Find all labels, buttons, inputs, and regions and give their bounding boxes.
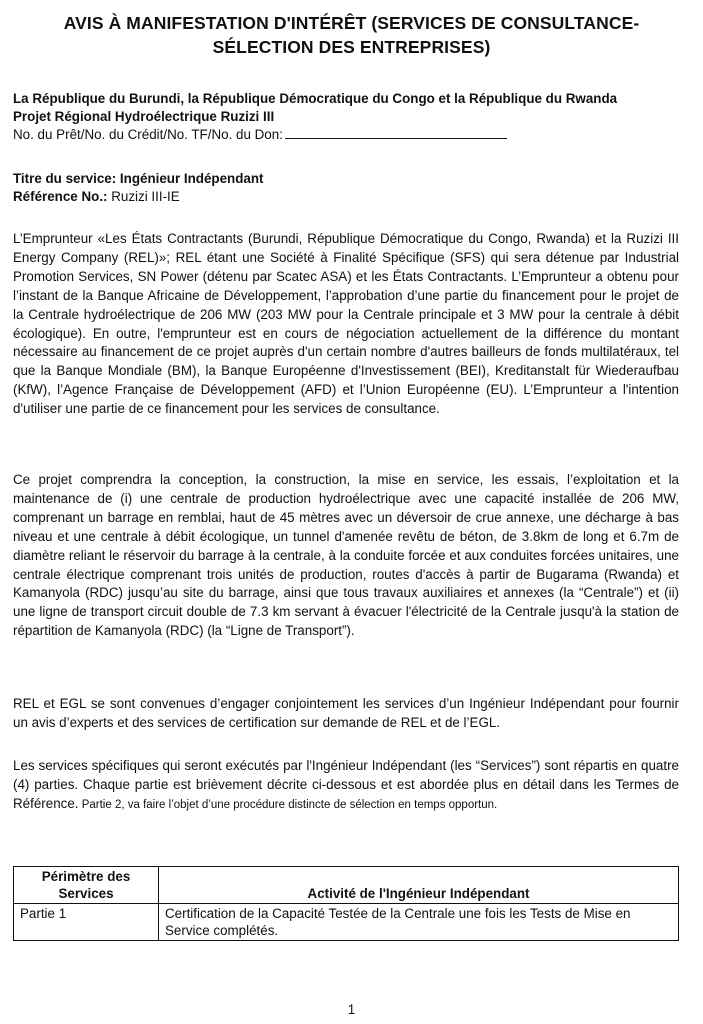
project-header: [13, 90, 693, 144]
paragraph-borrower: L’Emprunteur «Les États Contractants (Burundi, République Démocratique du Congo, Rwanda) et la Ruzizi III Energy Company (REL)»; REL étant une Société à Finalité Spécifique (SFS) qui sera détenue par Industrial Promotion Services, SN Power (détenu par Scatec ASA) et les États Contractants. L’Emprunteur a obtenu pour l’instant de la Banque Africaine de Développement, l’approbation d’une partie du financement pour le projet de la Centrale hydroélectrique de 206 MW (203 MW pour la Centrale principale et 3 MW pour la centrale à débit écologique). En outre, l'emprunteur est en cours de négociation actuellement de la différence du montant nécessaire au financement de ce projet auprès d'un certain nombre d'autres bailleurs de fonds multilatéraux, tel que la Banque Mondiale (BM), la Banque Européenne d'Investissement (BEI), Kreditanstalt für Wiederaufbau (KfW), l’Agence Française de Développement (AFD) et l’Union Européenne (EU). L’Emprunteur a l'intention d'utiliser une partie de ce financement pour les services de consultance.: [13, 231, 679, 417]
table-header-scope: Périmètre des Services: [14, 867, 159, 904]
services-table: [13, 866, 679, 941]
page-number: 1: [347, 1002, 356, 1017]
reference-label: Référence No.:: [13, 189, 108, 204]
reference-line: [13, 188, 693, 206]
paragraph-engagement: REL et EGL se sont convenues d’engager conjointement les services d’un Ingénieur Indépendant pour fournir un avis d’experts et des services de certification sur demande de REL et de l’EGL.: [13, 696, 679, 730]
table-cell-part: Partie 1: [14, 904, 159, 941]
table-header-activity: Activité de l'Ingénieur Indépendant: [159, 867, 679, 904]
table-cell-activity: Certification de la Capacité Testée de la Centrale une fois les Tests de Mise en Service complétés.: [159, 904, 679, 941]
loan-number-blank: [285, 126, 507, 139]
table-row: [14, 904, 679, 941]
countries-line: La République du Burundi, la République Démocratique du Congo et la République du Rwanda: [13, 91, 618, 106]
paragraph-project-scope: Ce projet comprendra la conception, la construction, la mise en service, les essais, l’exploitation et la maintenance de (i) une centrale de production hydroélectrique avec une capacité installée de 206 MW, comprenant un barrage en remblai, haut de 45 mètres avec un déversoir de crue annexe, une décharge à bas niveau et une centrale à débit écologique, un tunnel d'amenée revêtu de béton, de 3.8km de long et 6.7m de diamètre reliant le réservoir du barrage à la centrale, à la conduite forcée et aux conduites forcées unitaires, une centrale électrique comprenant trois unités de production, routes d'accès à partir de Bugarama (Rwanda) et Kamanyola (RDC) jusqu’au site du barrage, ainsi que tous travaux auxiliaires et annexes (la “Centrale”) et (ii) une ligne de transport circuit double de 7.3 km servant à évacuer l'électricité de la Centrale jusqu'à la station de répartition de Kamanyola (RDC) (la “Ligne de Transport”).: [13, 472, 679, 639]
loan-number-line: [13, 126, 693, 144]
services-note: Partie 2, va faire l’objet d’une procédure distincte de sélection en temps opportun.: [78, 798, 498, 811]
loan-number-label: No. du Prêt/No. du Crédit/No. TF/No. du Don:: [13, 127, 283, 142]
service-title: Titre du service: Ingénieur Indépendant: [13, 171, 264, 186]
project-name: Projet Régional Hydroélectrique Ruzizi III: [13, 109, 275, 124]
service-header: [13, 170, 693, 206]
document-title: [30, 11, 673, 59]
title-line-1: AVIS À MANIFESTATION D'INTÉRÊT (SERVICES DE CONSULTANCE-: [63, 13, 640, 33]
services-text: Les services spécifiques qui seront exécutés par l'Ingénieur Indépendant (les “Services”) sont répartis en quatre (4) parties. Chaque partie est brièvement décrite ci-dessous et est abordée plus en détail dans les Termes de Référence.: [13, 758, 679, 811]
paragraph-services: [13, 757, 679, 815]
table-header-row: [14, 867, 679, 904]
reference-value: Ruzizi III-IE: [107, 189, 180, 204]
title-line-2: SÉLECTION DES ENTREPRISES): [212, 37, 491, 57]
